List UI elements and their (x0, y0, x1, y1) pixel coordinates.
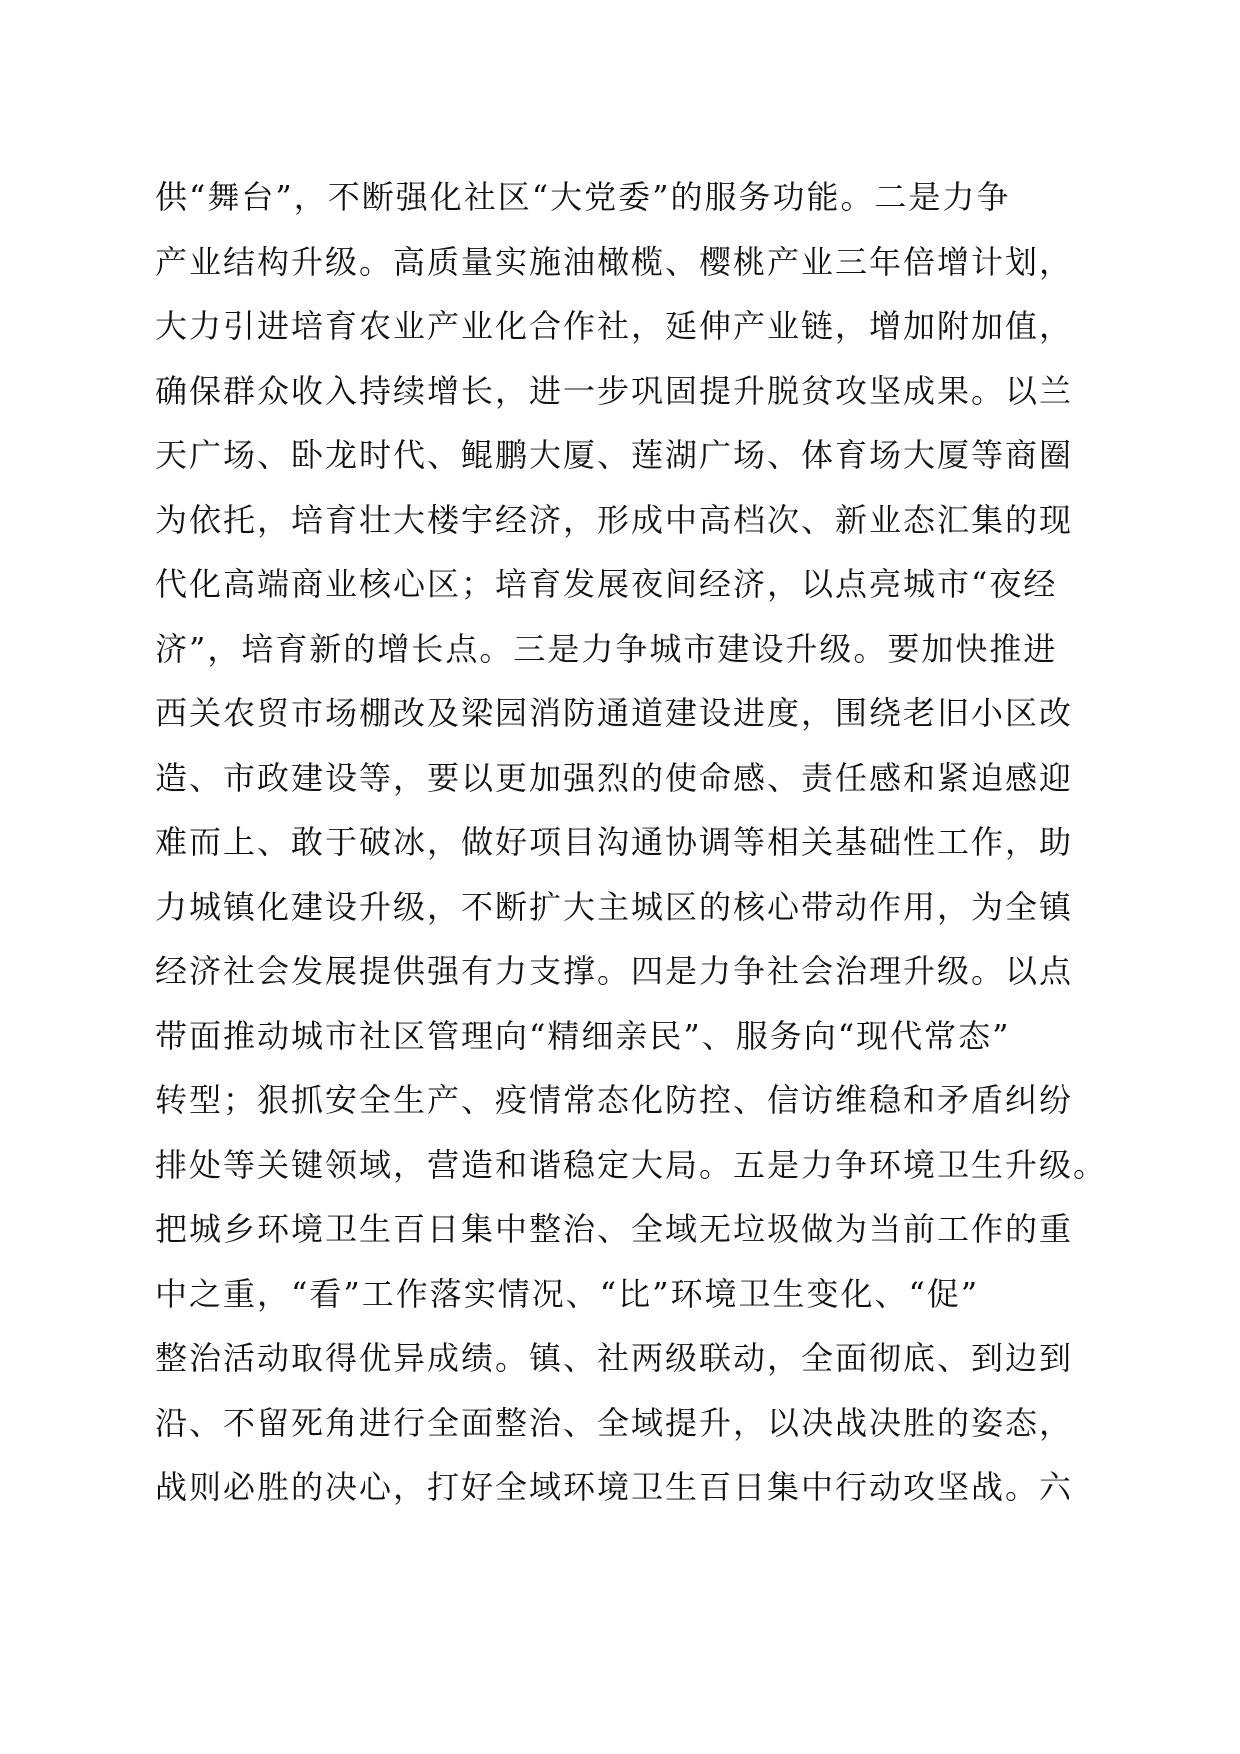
text-line: 代化高端商业核心区；培育发展夜间经济，以点亮城市“夜经 (155, 565, 1058, 603)
text-line: 确保群众收入持续增长，进一步巩固提升脱贫攻坚成果。以兰 (155, 371, 1074, 410)
text-line: 排处等关键领域，营造和谐稳定大局。五是力争环境卫生升级。 (155, 1145, 1108, 1184)
text-line: 中之重，“看”工作落实情况、“比”环境卫生变化、“促” (155, 1274, 980, 1313)
text-line: 济”，培育新的增长点。三是力争城市建设升级。要加快推进 (155, 629, 1058, 668)
text-line: 造、市政建设等，要以更加强烈的使命感、责任感和紧迫感迎 (155, 758, 1074, 797)
text-line: 力城镇化建设升级，不断扩大主城区的核心带动作用，为全镇 (155, 887, 1074, 926)
text-line: 大力引进培育农业产业化合作社，延伸产业链，增加附加值， (155, 307, 1074, 345)
text-line: 天广场、卧龙时代、鲲鹏大厦、莲湖广场、体育场大厦等商圈 (155, 436, 1074, 474)
body-text (155, 165, 1108, 1520)
text-line: 把城乡环境卫生百日集中整治、全域无垃圾做为当前工作的重 (155, 1210, 1074, 1248)
text-line: 沿、不留死角进行全面整治、全域提升，以决战决胜的姿态， (155, 1403, 1074, 1442)
text-line: 产业结构升级。高质量实施油橄榄、樱桃产业三年倍增计划， (155, 242, 1074, 281)
text-line: 转型；狠抓安全生产、疫情常态化防控、信访维稳和矛盾纠纷 (155, 1081, 1074, 1119)
text-line: 带面推动城市社区管理向“精细亲民”、服务向“现代常态” (155, 1016, 1011, 1055)
text-line: 经济社会发展提供强有力支撑。四是力争社会治理升级。以点 (155, 952, 1074, 990)
text-line: 战则必胜的决心，打好全域环境卫生百日集中行动攻坚战。六 (155, 1468, 1074, 1506)
text-line: 西关农贸市场棚改及梁园消防通道建设进度，围绕老旧小区改 (155, 694, 1074, 732)
text-line: 为依托，培育壮大楼宇经济，形成中高档次、新业态汇集的现 (155, 500, 1074, 539)
text-line: 供“舞台”，不断强化社区“大党委”的服务功能。二是力争 (155, 178, 1011, 216)
text-line: 难而上、敢于破冰，做好项目沟通协调等相关基础性工作，助 (155, 823, 1074, 861)
text-line: 整治活动取得优异成绩。镇、社两级联动，全面彻底、到边到 (155, 1339, 1074, 1377)
